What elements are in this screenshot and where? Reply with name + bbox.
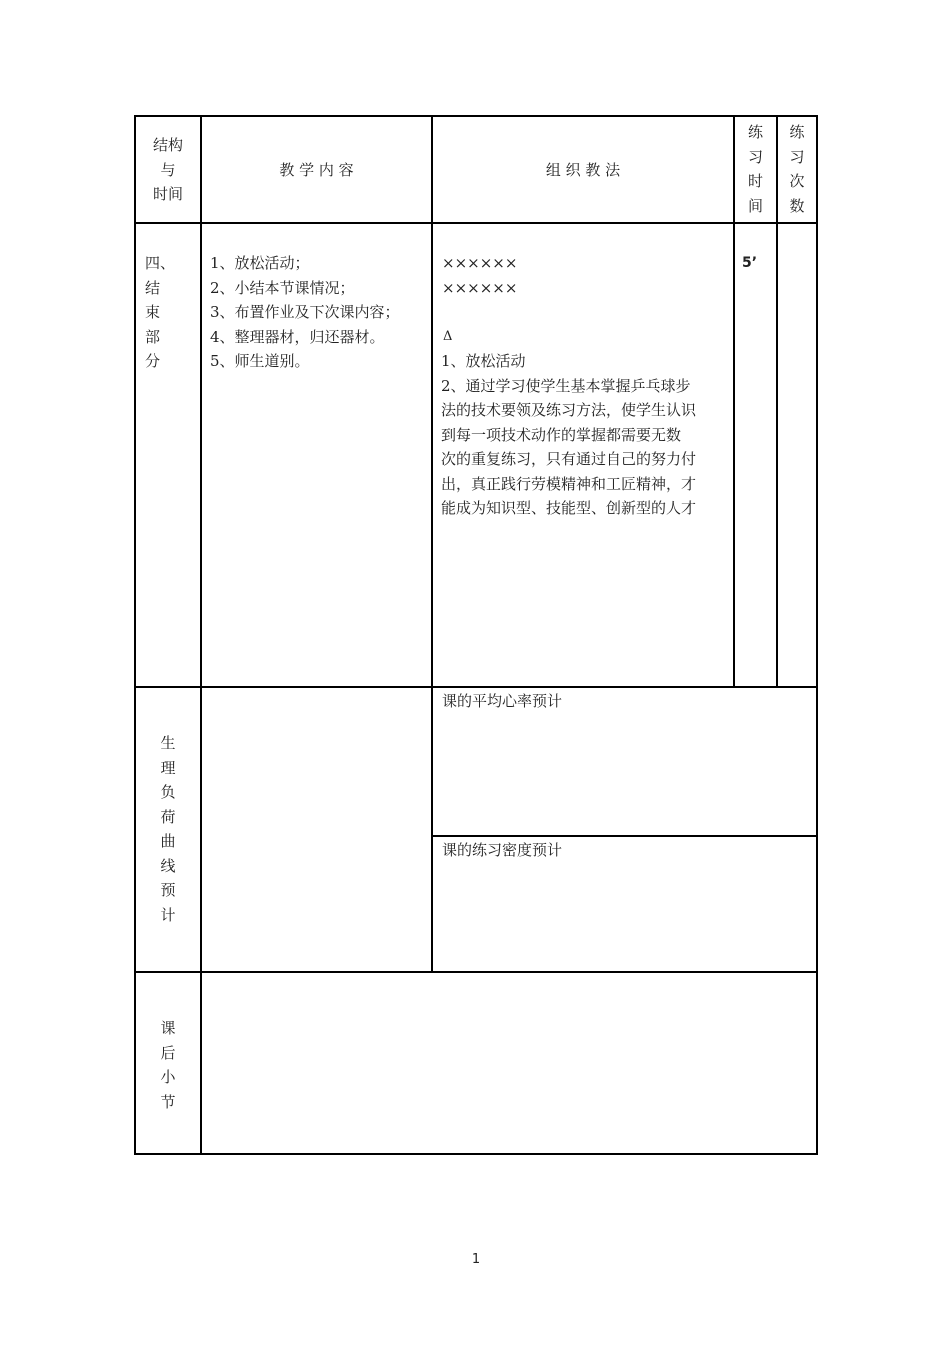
list-item: 5、师生道别。 [210, 352, 310, 370]
load-label: 生 理 负 荷 曲 线 预 计 [160, 734, 176, 924]
list-item: 3、布置作业及下次课内容； [210, 303, 400, 321]
section4-practice-time: 5’ [742, 255, 758, 271]
table-border-top [134, 115, 818, 117]
density-estimate-label: 课的练习密度预计 [442, 841, 563, 859]
list-item: 2、小结本节课情况； [210, 278, 355, 297]
table-rule-load [134, 971, 818, 973]
table-rule-section4 [134, 686, 818, 688]
table-border-bottom [134, 1153, 818, 1155]
header-teaching-content: 教 学 内 容 [279, 161, 354, 179]
heart-rate-estimate-label: 课的平均心率预计 [442, 692, 563, 710]
header-teaching-method: 组 织 教 法 [545, 161, 621, 179]
section4-content-list [210, 251, 400, 374]
table-border-left [134, 115, 136, 1155]
section4-method-text: 1、放松活动 2、通过学习使学生基本掌握乒乓球步 法的技术要领及练习方法，使学生认识 到每一项技术动作的掌握都需要无数 次的重复练习，只有通过自己的努力付 出，真正践行劳模精神和工匠精神，才 能成为知识型、技能型、创新型的人才 [441, 352, 697, 517]
list-item: 4、整理器材，归还器材。 [210, 327, 385, 346]
header-practice-time: 练 习 时 间 [747, 123, 763, 215]
table-col-rule-2 [431, 115, 433, 973]
table-rule-header [134, 222, 818, 224]
table-rule-heart-rate [432, 835, 818, 837]
header-practice-count: 练 习 次 数 [789, 123, 805, 215]
table-border-right [816, 115, 818, 1155]
page-number: 1 [471, 1252, 481, 1267]
table-col-rule-1 [200, 115, 202, 1155]
section4-label: 四、 结 束 部 分 [145, 254, 176, 370]
list-item: 1、放松活动； [210, 254, 310, 272]
header-structure-time: 结构 与 时间 [152, 136, 183, 203]
summary-label: 课 后 小 节 [160, 1019, 176, 1111]
section4-formation: ×××××× ×××××× [442, 254, 518, 297]
teacher-mark: Δ [443, 329, 453, 344]
